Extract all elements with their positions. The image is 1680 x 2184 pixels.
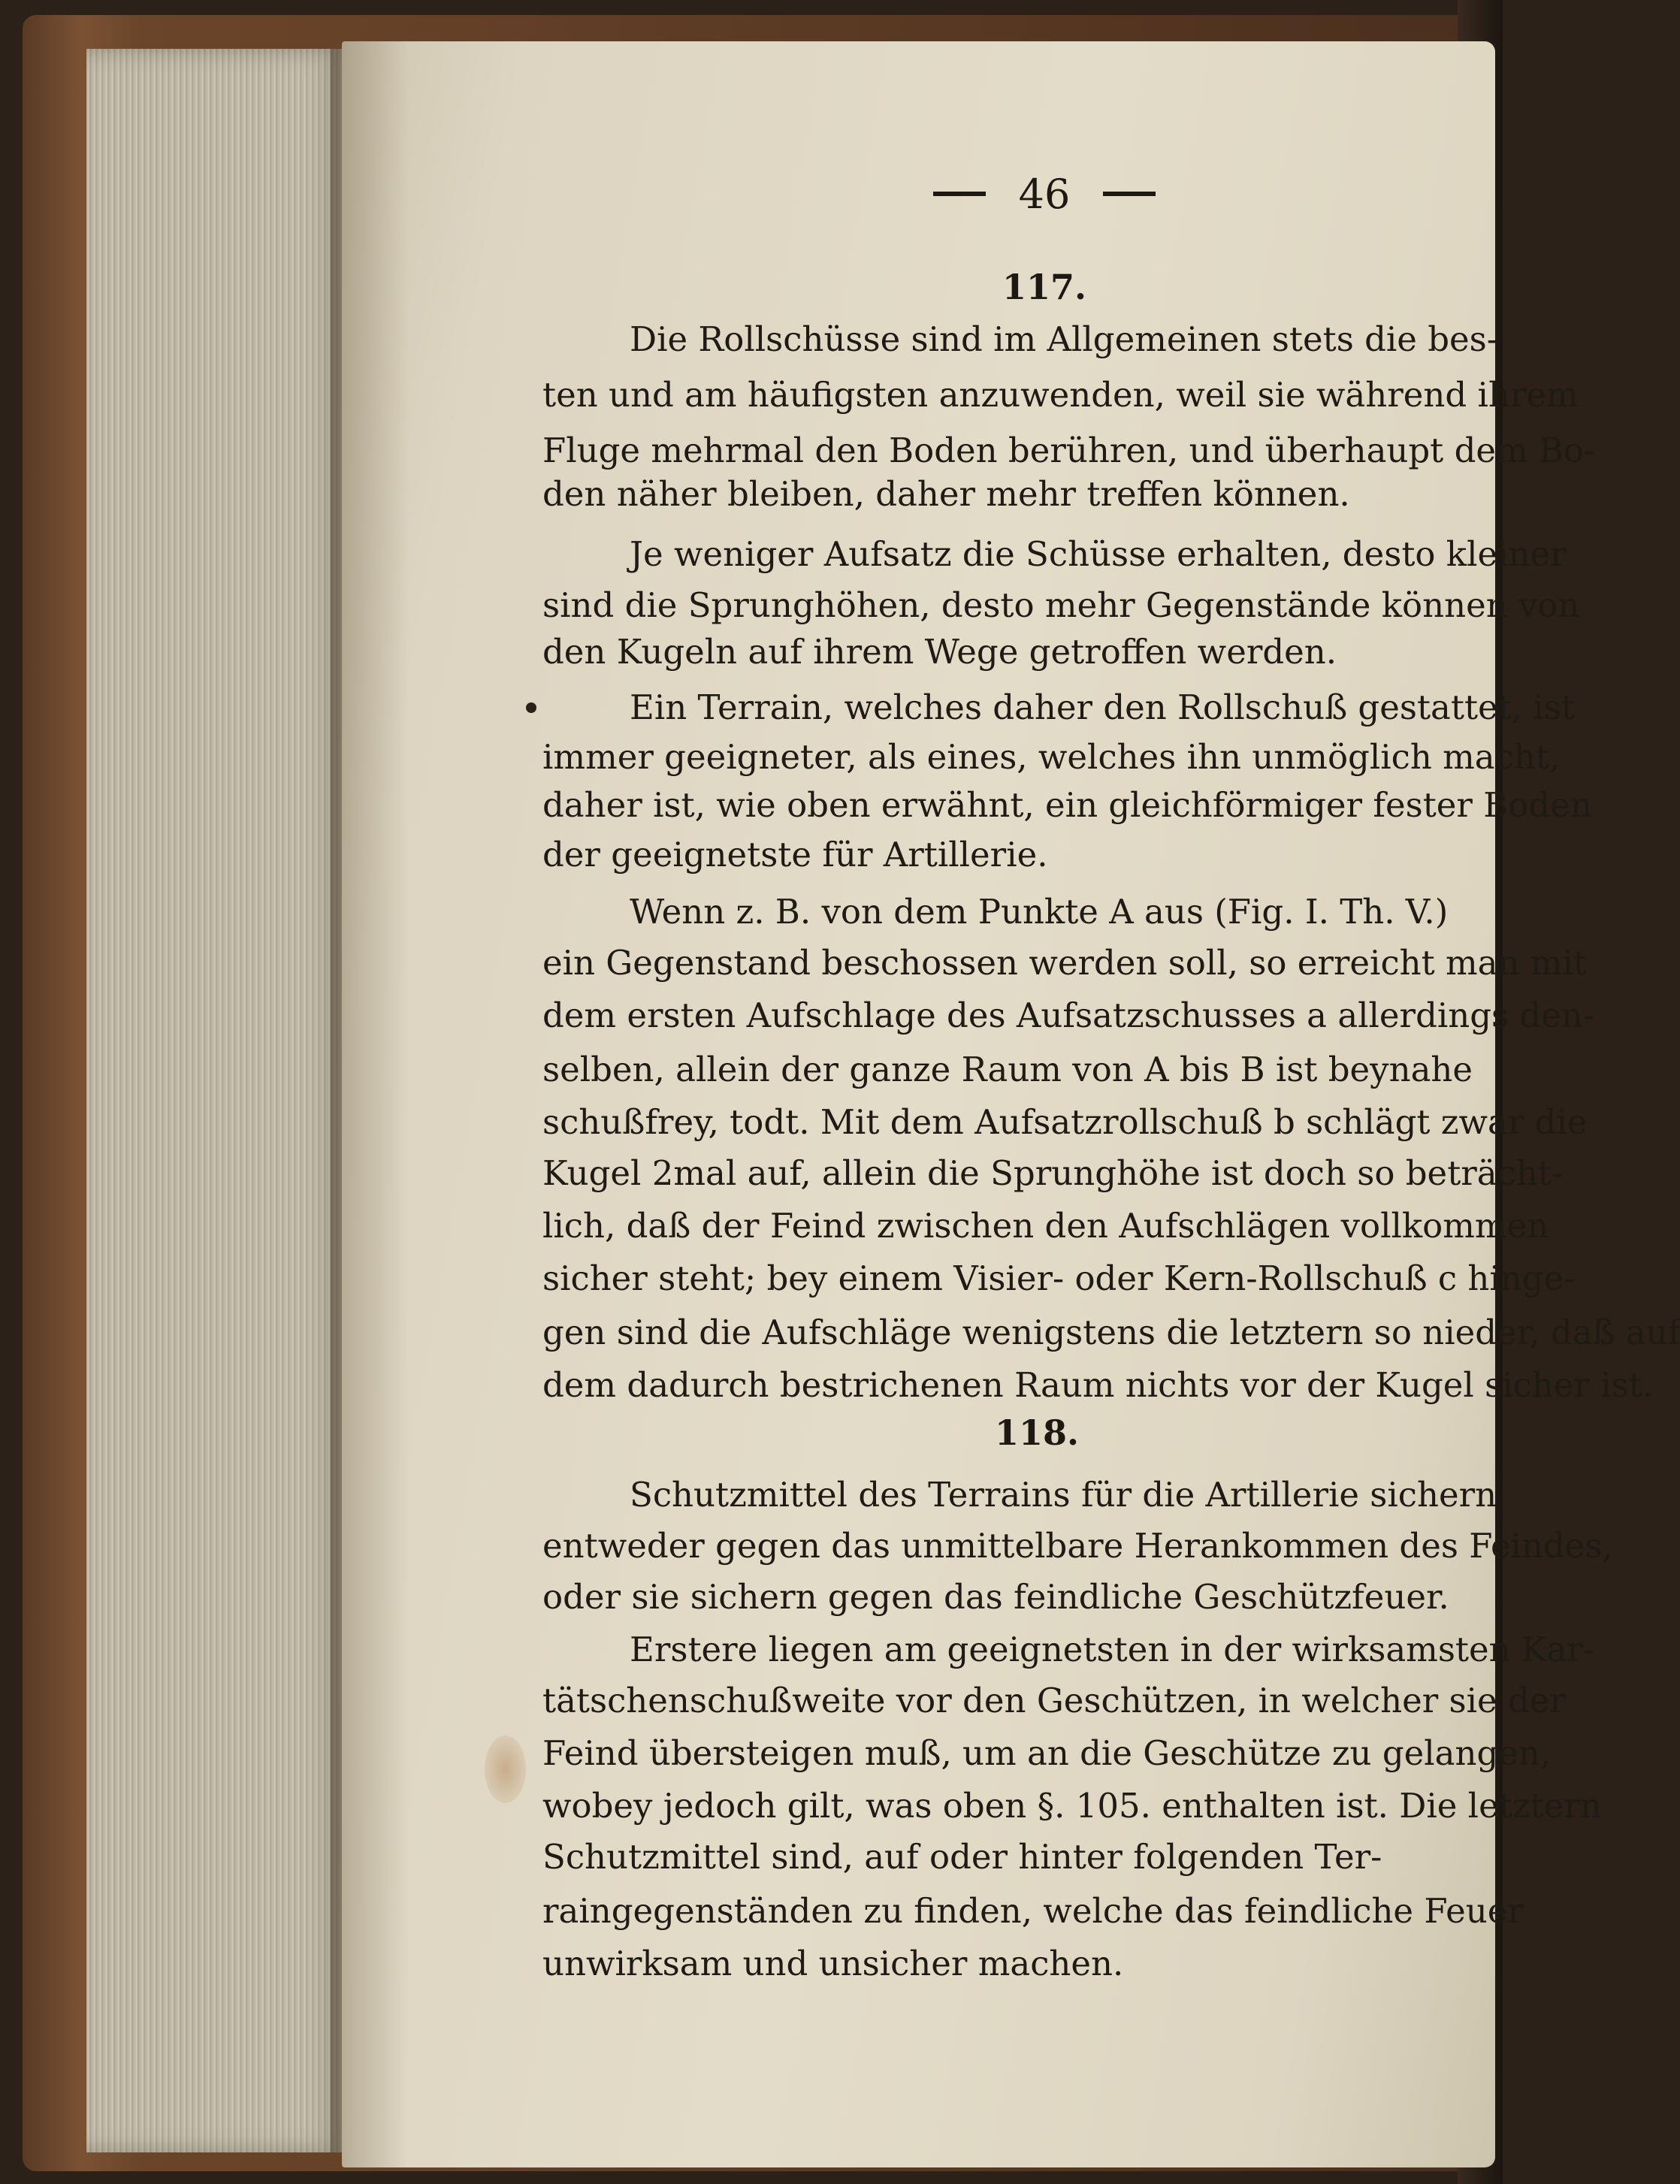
- text-line: Feind übersteigen muß, um an die Geschütze zu gelangen,: [542, 1733, 1552, 1773]
- text-line: wobey jedoch gilt, was oben §. 105. enthalten ist. Die letztern: [542, 1786, 1602, 1826]
- text-line: Die Rollschüsse sind im Allgemeinen stets die bes-: [630, 319, 1498, 359]
- text-line: dem ersten Aufschlage des Aufsatzschusses a allerdings den-: [542, 995, 1595, 1035]
- section-number: 117.: [1002, 267, 1087, 307]
- header-dash-left: [933, 192, 986, 196]
- text-line: Fluge mehrmal den Boden berühren, und überhaupt dem Bo-: [542, 430, 1596, 470]
- page-block-edges: [86, 49, 346, 2152]
- header-dash-right: [1103, 192, 1156, 196]
- page-binding-shade: [342, 41, 409, 2167]
- text-line: immer geeigneter, als eines, welches ihn unmöglich macht,: [542, 737, 1561, 777]
- text-line: gen sind die Aufschläge wenigstens die letztern so nieder, daß auf: [542, 1313, 1680, 1352]
- text-line: Ein Terrain, welches daher den Rollschuß gestattet, ist: [630, 687, 1575, 727]
- text-line: der geeignetste für Artillerie.: [542, 835, 1048, 875]
- page-number: 46: [1018, 170, 1071, 218]
- text-line: raingegenständen zu finden, welche das feindliche Feuer: [542, 1891, 1524, 1931]
- text-line: Schutzmittel sind, auf oder hinter folgenden Ter-: [542, 1837, 1382, 1877]
- text-line: sicher steht; bey einem Visier- oder Kern-Rollschuß c hinge-: [542, 1258, 1576, 1298]
- text-line: schußfrey, todt. Mit dem Aufsatzrollschuß b schlägt zwar die: [542, 1102, 1588, 1142]
- text-line: den Kugeln auf ihrem Wege getroffen werden.: [542, 632, 1337, 672]
- margin-mark: [526, 702, 536, 713]
- text-line: Schutzmittel des Terrains für die Artillerie sichern: [630, 1475, 1497, 1515]
- text-line: oder sie sichern gegen das feindliche Geschützfeuer.: [542, 1577, 1449, 1617]
- section-number: 118.: [994, 1412, 1080, 1453]
- text-line: lich, daß der Feind zwischen den Aufschlägen vollkommen: [542, 1206, 1549, 1246]
- text-line: entweder gegen das unmittelbare Herankommen des Feindes,: [542, 1526, 1613, 1566]
- text-line: ten und am häufigsten anzuwenden, weil sie während ihrem: [542, 375, 1579, 415]
- text-line: Erstere liegen am geeignetsten in der wirksamsten Kar-: [630, 1630, 1595, 1669]
- text-line: selben, allein der ganze Raum von A bis B ist beynahe: [542, 1050, 1473, 1089]
- text-line: daher ist, wie oben erwähnt, ein gleichförmiger fester Boden: [542, 785, 1592, 825]
- page-header: [887, 164, 1202, 224]
- text-line: sind die Sprunghöhen, desto mehr Gegenstände können von: [542, 585, 1580, 625]
- text-line: tätschenschußweite vor den Geschützen, in welcher sie der: [542, 1681, 1566, 1720]
- text-line: Kugel 2mal auf, allein die Sprunghöhe ist doch so beträcht-: [542, 1153, 1564, 1193]
- text-line: Je weniger Aufsatz die Schüsse erhalten, desto kleiner: [630, 534, 1567, 574]
- text-line: ein Gegenstand beschossen werden soll, so erreicht man mit: [542, 943, 1587, 983]
- paper-stain: [485, 1735, 526, 1803]
- text-line: dem dadurch bestrichenen Raum nichts vor der Kugel sicher ist.: [542, 1365, 1654, 1405]
- text-line: unwirksam und unsicher machen.: [542, 1944, 1124, 1983]
- text-line: den näher bleiben, daher mehr treffen können.: [542, 474, 1350, 514]
- text-line: Wenn z. B. von dem Punkte A aus (Fig. I. Th. V.): [630, 892, 1449, 932]
